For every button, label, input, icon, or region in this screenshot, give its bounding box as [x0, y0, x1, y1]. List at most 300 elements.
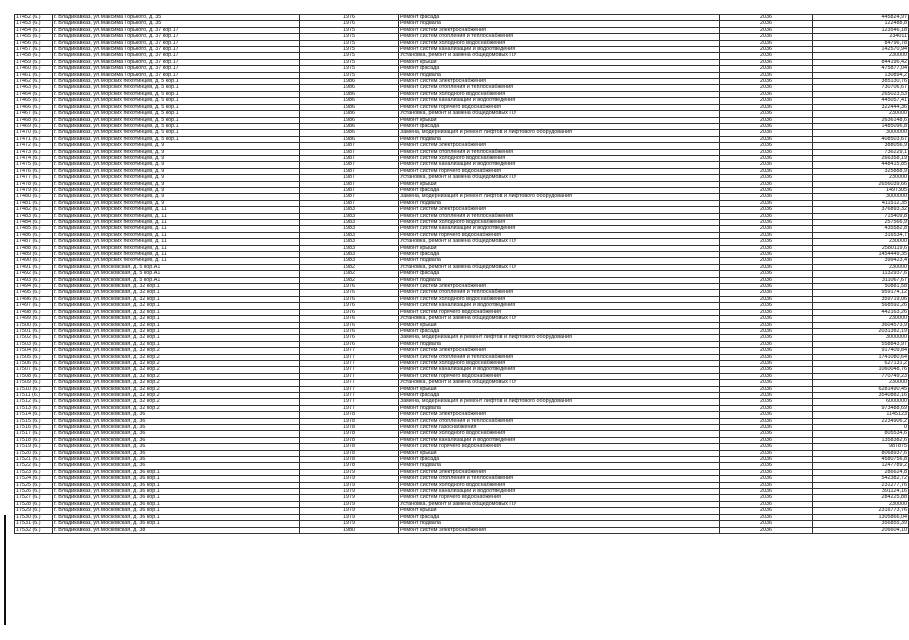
address-cell: г. Владикавказ, ул.Морских пехотинцев, д. 9: [53, 143, 300, 149]
row-number-cell: 17504 (6.): [15, 348, 53, 354]
work-type-cell: Установка, ремонт и замена общедомовых ПУ: [399, 380, 720, 386]
cost-cell: 206604,10: [813, 527, 909, 533]
build-year-cell: 1976: [300, 341, 399, 347]
address-cell: г. Владикавказ, ул.Максима Горького, д. 37 кор.17: [53, 72, 300, 78]
row-number-cell: 17471 (6.): [15, 136, 53, 142]
build-year-cell: 1979: [300, 495, 399, 501]
period-cell: 2036: [720, 155, 813, 161]
period-cell: 2036: [720, 501, 813, 507]
row-number-cell: 17500 (6.): [15, 322, 53, 328]
row-number-cell: 17531 (6.): [15, 521, 53, 527]
build-year-cell: 1977: [300, 348, 399, 354]
row-number-cell: 17459 (6.): [15, 59, 53, 65]
period-cell: 2036: [720, 514, 813, 520]
row-number-cell: 17460 (6.): [15, 66, 53, 72]
address-cell: г. Владикавказ, ул.Московская, д. 32 кор.1: [53, 341, 300, 347]
build-year-cell: 1986: [300, 117, 399, 123]
address-cell: г. Владикавказ, ул.Морских пехотинцев, д. 11: [53, 239, 300, 245]
cost-cell: 311067,67: [813, 277, 909, 283]
cost-cell: 475877,04: [813, 66, 909, 72]
cost-cell: 385130,76: [813, 79, 909, 85]
address-cell: г. Владикавказ, ул.Московская, д. 36 кор.1: [53, 476, 300, 482]
row-number-cell: 17518 (6.): [15, 437, 53, 443]
work-type-cell: Ремонт крыши: [399, 117, 720, 123]
row-number-cell: 17473 (6.): [15, 149, 53, 155]
address-cell: г. Владикавказ, ул.Московская, д. 36: [53, 457, 300, 463]
build-year-cell: 1983: [300, 207, 399, 213]
address-cell: г. Владикавказ, ул.Морских пехотинцев, д. 5 кор.1: [53, 117, 300, 123]
row-number-cell: 17515 (6.): [15, 418, 53, 424]
address-cell: г. Владикавказ, ул.Московская, д. 36: [53, 450, 300, 456]
build-year-cell: 1976: [300, 15, 399, 21]
period-cell: 2036: [720, 335, 813, 341]
row-number-cell: 17485 (6.): [15, 226, 53, 232]
address-cell: г. Владикавказ, ул.Московская, д. 36 кор.1: [53, 508, 300, 514]
work-type-cell: Ремонт систем горячего водоснабжения: [399, 168, 720, 174]
build-year-cell: 1975: [300, 27, 399, 33]
period-cell: 2036: [720, 79, 813, 85]
address-cell: г. Владикавказ, ул.Морских пехотинцев, д. 11: [53, 226, 300, 232]
build-year-cell: 1977: [300, 405, 399, 411]
build-year-cell: 1979: [300, 482, 399, 488]
work-type-cell: Ремонт систем горячего водоснабжения: [399, 104, 720, 110]
build-year-cell: 1983: [300, 239, 399, 245]
address-cell: г. Владикавказ, ул.Морских пехотинцев, д. 9: [53, 181, 300, 187]
row-number-cell: 17464 (6.): [15, 91, 53, 97]
scan-edge-mark: [4, 515, 6, 625]
build-year-cell: 1982: [300, 264, 399, 270]
work-type-cell: Ремонт подвала: [399, 72, 720, 78]
period-cell: 2036: [720, 457, 813, 463]
row-number-cell: 17501 (6.): [15, 328, 53, 334]
cost-cell: 770749,23: [813, 373, 909, 379]
build-year-cell: 1986: [300, 136, 399, 142]
work-type-cell: Ремонт систем канализации и водоотведения: [399, 367, 720, 373]
cost-cell: 266358,19: [813, 155, 909, 161]
address-cell: г. Владикавказ, ул.Морских пехотинцев, д. 9: [53, 194, 300, 200]
work-type-cell: Ремонт систем горячего водоснабжения: [399, 495, 720, 501]
cost-cell: 123546,18: [813, 27, 909, 33]
build-year-cell: 1976: [300, 322, 399, 328]
build-year-cell: 1977: [300, 399, 399, 405]
build-year-cell: 1977: [300, 354, 399, 360]
work-type-cell: Ремонт систем электроснабжения: [399, 412, 720, 418]
build-year-cell: 1976: [300, 284, 399, 290]
row-number-cell: 17476 (6.): [15, 168, 53, 174]
period-cell: 2036: [720, 476, 813, 482]
row-number-cell: 17483 (6.): [15, 213, 53, 219]
period-cell: 2036: [720, 258, 813, 264]
work-type-cell: Ремонт систем холодного водоснабжения: [399, 482, 720, 488]
period-cell: 2036: [720, 277, 813, 283]
row-number-cell: 17490 (6.): [15, 258, 53, 264]
cost-cell: 6281490,45: [813, 386, 909, 392]
address-cell: г. Владикавказ, ул.Морских пехотинцев, д. 5 кор.1: [53, 111, 300, 117]
cost-cell: 1305866,04: [813, 514, 909, 520]
work-type-cell: Ремонт фасада: [399, 328, 720, 334]
cost-cell: 8068937,6: [813, 450, 909, 456]
period-cell: 2036: [720, 130, 813, 136]
row-number-cell: 17467 (6.): [15, 111, 53, 117]
address-cell: г. Владикавказ, ул.Московская, д. 36: [53, 412, 300, 418]
work-type-cell: Установка, ремонт и замена общедомовых ПУ: [399, 501, 720, 507]
row-number-cell: 17495 (6.): [15, 290, 53, 296]
address-cell: г. Владикавказ, ул.Московская, д. 32 кор.1: [53, 322, 300, 328]
row-number-cell: 17458 (6.): [15, 53, 53, 59]
build-year-cell: 1976: [300, 290, 399, 296]
cost-cell: 142570,94: [813, 47, 909, 53]
row-number-cell: 17478 (6.): [15, 181, 53, 187]
address-cell: г. Владикавказ, ул.Московская, д. 32 кор.1: [53, 284, 300, 290]
cost-cell: 408503,67: [813, 136, 909, 142]
row-number-cell: 17521 (6.): [15, 457, 53, 463]
build-year-cell: 1982: [300, 277, 399, 283]
cost-cell: 411512,35: [813, 200, 909, 206]
address-cell: г. Владикавказ, ул.Максима Горького, д. 37 кор.17: [53, 27, 300, 33]
work-type-cell: Ремонт крыши: [399, 386, 720, 392]
cost-cell: 445824,97: [813, 15, 909, 21]
table-body: [15, 15, 909, 534]
row-number-cell: 17477 (6.): [15, 175, 53, 181]
address-cell: г. Владикавказ, ул.Московская, д. 36: [53, 431, 300, 437]
row-number-cell: 17456 (6.): [15, 40, 53, 46]
cost-cell: 391124,16: [813, 489, 909, 495]
build-year-cell: 1978: [300, 412, 399, 418]
address-cell: г. Владикавказ, ул.Морских пехотинцев, д. 9: [53, 175, 300, 181]
work-type-cell: Ремонт систем холодного водоснабжения: [399, 155, 720, 161]
address-cell: г. Владикавказ, ул.Морских пехотинцев, д. 5 кор.1: [53, 123, 300, 129]
row-number-cell: 17497 (6.): [15, 303, 53, 309]
row-number-cell: 17520 (6.): [15, 450, 53, 456]
cost-cell: 805534,6: [813, 431, 909, 437]
period-cell: 2036: [720, 495, 813, 501]
period-cell: 2036: [720, 508, 813, 514]
address-cell: г. Владикавказ, ул.Московская, д. 32 кор.1: [53, 290, 300, 296]
row-number-cell: 17511 (6.): [15, 392, 53, 398]
period-cell: 2036: [720, 239, 813, 245]
work-type-cell: Ремонт фасада: [399, 123, 720, 129]
period-cell: 2036: [720, 418, 813, 424]
cost-cell: 2580119,6: [813, 245, 909, 251]
build-year-cell: 1978: [300, 437, 399, 443]
build-year-cell: 1980: [300, 527, 399, 533]
build-year-cell: 1986: [300, 104, 399, 110]
build-year-cell: 1976: [300, 309, 399, 315]
row-number-cell: 17499 (6.): [15, 316, 53, 322]
build-year-cell: 1987: [300, 155, 399, 161]
row-number-cell: 17492 (6.): [15, 271, 53, 277]
work-type-cell: Ремонт систем электроснабжения: [399, 348, 720, 354]
build-year-cell: 1978: [300, 431, 399, 437]
period-cell: 2036: [720, 27, 813, 33]
row-number-cell: 17519 (6.): [15, 444, 53, 450]
cost-cell: 257566,9: [813, 220, 909, 226]
row-number-cell: 17510 (6.): [15, 386, 53, 392]
address-cell: г. Владикавказ, ул.Морских пехотинцев, д. 9: [53, 162, 300, 168]
address-cell: г. Владикавказ, ул.Морских пехотинцев, д. 11: [53, 232, 300, 238]
cost-cell: 231277,76: [813, 482, 909, 488]
build-year-cell: 1986: [300, 98, 399, 104]
build-year-cell: 1986: [300, 79, 399, 85]
address-cell: г. Владикавказ, ул.Максима Горького, д. 37 кор.17: [53, 34, 300, 40]
period-cell: 2036: [720, 47, 813, 53]
work-type-cell: Установка, ремонт и замена общедомовых ПУ: [399, 239, 720, 245]
period-cell: 2036: [720, 437, 813, 443]
work-type-cell: Ремонт крыши: [399, 450, 720, 456]
work-type-cell: Ремонт фасада: [399, 66, 720, 72]
work-type-cell: Ремонт систем холодного водоснабжения: [399, 296, 720, 302]
cost-cell: 286624,8: [813, 469, 909, 475]
cost-cell: 230000: [813, 111, 909, 117]
work-type-cell: Замена, модернизация и ремонт лифтов и лифтового оборудования: [399, 335, 720, 341]
row-number-cell: 17508 (6.): [15, 373, 53, 379]
cost-cell: 435582,8: [813, 226, 909, 232]
work-type-cell: Ремонт подвала: [399, 200, 720, 206]
row-number-cell: 17474 (6.): [15, 155, 53, 161]
cost-cell: 730706,67: [813, 85, 909, 91]
address-cell: г. Владикавказ, ул.Московская, д. 5 кор.А1: [53, 271, 300, 277]
build-year-cell: 1977: [300, 367, 399, 373]
work-type-cell: Ремонт фасада: [399, 187, 720, 193]
address-cell: г. Владикавказ, ул.Морских пехотинцев, д. 5 кор.1: [53, 91, 300, 97]
row-number-cell: 17491 (6.): [15, 264, 53, 270]
row-number-cell: 17507 (6.): [15, 367, 53, 373]
address-cell: г. Владикавказ, ул.Московская, д. 32 кор.1: [53, 296, 300, 302]
build-year-cell: 1975: [300, 47, 399, 53]
cost-cell: 715409,8: [813, 213, 909, 219]
period-cell: 2036: [720, 136, 813, 142]
row-number-cell: 17527 (6.): [15, 495, 53, 501]
build-year-cell: 1983: [300, 213, 399, 219]
cost-cell: 4580756,8: [813, 457, 909, 463]
period-cell: 2036: [720, 98, 813, 104]
address-cell: г. Владикавказ, ул.Максима Горького, д. 37 кор.17: [53, 59, 300, 65]
period-cell: 2036: [720, 168, 813, 174]
period-cell: 2036: [720, 341, 813, 347]
address-cell: г. Владикавказ, ул.Максима Горького, д. 35: [53, 21, 300, 27]
register-sheet: [14, 14, 907, 534]
period-cell: 2036: [720, 111, 813, 117]
period-cell: 2036: [720, 373, 813, 379]
build-year-cell: 1979: [300, 521, 399, 527]
build-year-cell: 1975: [300, 40, 399, 46]
cost-cell: 316534,7: [813, 232, 909, 238]
build-year-cell: 1979: [300, 514, 399, 520]
address-cell: г. Владикавказ, ул.Московская, д. 32 кор.2: [53, 373, 300, 379]
row-number-cell: 17484 (6.): [15, 220, 53, 226]
work-type-cell: Ремонт систем канализации и водоотведения: [399, 437, 720, 443]
row-number-cell: 17452 (6.): [15, 15, 53, 21]
address-cell: г. Владикавказ, ул.Морских пехотинцев, д. 5 кор.1: [53, 85, 300, 91]
work-type-cell: Ремонт систем электроснабжения: [399, 469, 720, 475]
period-cell: 2036: [720, 380, 813, 386]
period-cell: 2036: [720, 271, 813, 277]
cost-cell: 1454449,35: [813, 252, 909, 258]
cost-cell: 917409,84: [813, 348, 909, 354]
period-cell: 2036: [720, 386, 813, 392]
address-cell: г. Владикавказ, ул.Московская, д. 36 кор.1: [53, 482, 300, 488]
work-type-cell: Ремонт подвала: [399, 341, 720, 347]
cost-cell: 2636148,6: [813, 117, 909, 123]
build-year-cell: 1979: [300, 489, 399, 495]
work-type-cell: Ремонт систем горячего водоснабжения: [399, 444, 720, 450]
work-type-cell: Ремонт систем канализации и водоотведения: [399, 303, 720, 309]
row-number-cell: 17488 (6.): [15, 245, 53, 251]
period-cell: 2036: [720, 15, 813, 21]
build-year-cell: 1975: [300, 72, 399, 78]
period-cell: 2036: [720, 348, 813, 354]
row-number-cell: 17532 (6.): [15, 527, 53, 533]
work-type-cell: Ремонт систем канализации и водоотведения: [399, 98, 720, 104]
cost-cell: 50881,58: [813, 284, 909, 290]
build-year-cell: 1987: [300, 181, 399, 187]
work-type-cell: Установка, ремонт и замена общедомовых ПУ: [399, 316, 720, 322]
row-number-cell: 17526 (6.): [15, 489, 53, 495]
period-cell: 2036: [720, 360, 813, 366]
row-number-cell: 17489 (6.): [15, 252, 53, 258]
work-type-cell: Ремонт систем канализации и водоотведения: [399, 489, 720, 495]
row-number-cell: 17468 (6.): [15, 117, 53, 123]
work-type-cell: Ремонт фасада: [399, 15, 720, 21]
cost-cell: 1358382,6: [813, 437, 909, 443]
work-type-cell: Ремонт систем горячего водоснабжения: [399, 309, 720, 315]
cost-cell: 2234906,2: [813, 418, 909, 424]
cost-cell: 376893,32: [813, 207, 909, 213]
address-cell: г. Владикавказ, ул.Московская, д. 32 кор.1: [53, 316, 300, 322]
cost-cell: 230000: [813, 175, 909, 181]
cost-cell: 265023,53: [813, 91, 909, 97]
work-type-cell: Ремонт фасада: [399, 392, 720, 398]
cost-cell: 3000000: [813, 130, 909, 136]
work-type-cell: Ремонт систем канализации и водоотведения: [399, 162, 720, 168]
period-cell: 2036: [720, 175, 813, 181]
work-type-cell: Ремонт крыши: [399, 508, 720, 514]
cost-cell: 322444,36: [813, 104, 909, 110]
build-year-cell: 1976: [300, 296, 399, 302]
work-type-cell: Ремонт крыши: [399, 181, 720, 187]
build-year-cell: 1987: [300, 187, 399, 193]
build-year-cell: 1979: [300, 469, 399, 475]
period-cell: 2036: [720, 21, 813, 27]
address-cell: г. Владикавказ, ул.Московская, д. 32 кор.1: [53, 335, 300, 341]
cost-cell: 230000: [813, 316, 909, 322]
row-number-cell: 17524 (6.): [15, 476, 53, 482]
work-type-cell: Ремонт систем холодного водоснабжения: [399, 220, 720, 226]
row-number-cell: 17528 (6.): [15, 501, 53, 507]
period-cell: 2036: [720, 303, 813, 309]
work-type-cell: Ремонт подвала: [399, 277, 720, 283]
cost-cell: 230000: [813, 501, 909, 507]
work-type-cell: Ремонт крыши: [399, 245, 720, 251]
address-cell: г. Владикавказ, ул.Московская, д. 32 кор.2: [53, 354, 300, 360]
cost-cell: 1145123: [813, 412, 909, 418]
row-number-cell: 17465 (6.): [15, 98, 53, 104]
row-number-cell: 17462 (6.): [15, 79, 53, 85]
period-cell: 2036: [720, 117, 813, 123]
address-cell: г. Владикавказ, ул.Московская, д. 36: [53, 437, 300, 443]
row-number-cell: 17470 (6.): [15, 130, 53, 136]
address-cell: г. Владикавказ, ул.Московская, д. 32 кор.2: [53, 399, 300, 405]
build-year-cell: 1987: [300, 194, 399, 200]
cost-cell: 399423,4: [813, 258, 909, 264]
work-type-cell: Ремонт систем канализации и водоотведения: [399, 47, 720, 53]
address-cell: г. Владикавказ, ул.Московская, д. 36 кор.1: [53, 489, 300, 495]
cost-cell: 356855,39: [813, 521, 909, 527]
cost-cell: 1060048,76: [813, 367, 909, 373]
work-type-cell: Ремонт систем горячего водоснабжения: [399, 232, 720, 238]
period-cell: 2036: [720, 181, 813, 187]
address-cell: г. Владикавказ, ул.Московская, д. 32 кор.1: [53, 328, 300, 334]
address-cell: г. Владикавказ, ул.Московская, д. 38: [53, 527, 300, 533]
period-cell: 2036: [720, 85, 813, 91]
address-cell: г. Владикавказ, ул.Максима Горького, д. 35: [53, 15, 300, 21]
build-year-cell: 1977: [300, 392, 399, 398]
address-cell: г. Владикавказ, ул.Московская, д. 32 кор.2: [53, 405, 300, 411]
period-cell: 2036: [720, 354, 813, 360]
build-year-cell: 1983: [300, 232, 399, 238]
period-cell: 2036: [720, 367, 813, 373]
period-cell: 2036: [720, 527, 813, 533]
work-type-cell: Установка, ремонт и замена общедомовых ПУ: [399, 111, 720, 117]
period-cell: 2036: [720, 162, 813, 168]
work-type-cell: Замена, модернизация и ремонт лифтов и лифтового оборудования: [399, 194, 720, 200]
address-cell: г. Владикавказ, ул.Московская, д. 36 кор.1: [53, 514, 300, 520]
cost-cell: 442163,26: [813, 309, 909, 315]
period-cell: 2036: [720, 66, 813, 72]
build-year-cell: 1976: [300, 335, 399, 341]
cost-cell: 1497305: [813, 187, 909, 193]
address-cell: г. Владикавказ, ул.Московская, д. 32 кор.1: [53, 303, 300, 309]
work-type-cell: Ремонт систем холодного водоснабжения: [399, 360, 720, 366]
period-cell: 2036: [720, 232, 813, 238]
address-cell: г. Владикавказ, ул.Морских пехотинцев, д. 5 кор.1: [53, 98, 300, 104]
row-number-cell: 17516 (6.): [15, 425, 53, 431]
cost-cell: 84796,78: [813, 40, 909, 46]
cost-cell: 448415,85: [813, 162, 909, 168]
cost-cell: 325888,9: [813, 168, 909, 174]
cost-cell: 2316773,76: [813, 508, 909, 514]
address-cell: г. Владикавказ, ул.Московская, д. 32 кор.2: [53, 348, 300, 354]
address-cell: г. Владикавказ, ул.Московская, д. 32 кор.2: [53, 392, 300, 398]
row-number-cell: 17530 (6.): [15, 514, 53, 520]
row-number-cell: 17472 (6.): [15, 143, 53, 149]
build-year-cell: 1982: [300, 271, 399, 277]
build-year-cell: 1986: [300, 130, 399, 136]
cost-cell: 230000: [813, 53, 909, 59]
cost-cell: 2031382,19: [813, 328, 909, 334]
build-year-cell: 1986: [300, 123, 399, 129]
row-number-cell: 17493 (6.): [15, 277, 53, 283]
work-type-cell: Ремонт систем электроснабжения: [399, 79, 720, 85]
work-type-cell: Ремонт систем отопления и теплоснабжения: [399, 213, 720, 219]
address-cell: г. Владикавказ, ул.Московская, д. 36 кор.1: [53, 469, 300, 475]
work-type-cell: Ремонт систем электроснабжения: [399, 27, 720, 33]
build-year-cell: 1978: [300, 444, 399, 450]
period-cell: 2036: [720, 200, 813, 206]
address-cell: г. Владикавказ, ул.Морских пехотинцев, д. 11: [53, 220, 300, 226]
row-number-cell: 17461 (6.): [15, 72, 53, 78]
cost-cell: 130894,2: [813, 72, 909, 78]
period-cell: 2036: [720, 104, 813, 110]
address-cell: г. Владикавказ, ул.Морских пехотинцев, д. 9: [53, 200, 300, 206]
work-type-cell: Ремонт систем отопления и теплоснабжения: [399, 290, 720, 296]
work-type-cell: Ремонт систем электроснабжения: [399, 284, 720, 290]
period-cell: 2036: [720, 431, 813, 437]
work-type-cell: Ремонт фасада: [399, 271, 720, 277]
period-cell: 2036: [720, 59, 813, 65]
row-number-cell: 17479 (6.): [15, 187, 53, 193]
build-year-cell: 1976: [300, 21, 399, 27]
